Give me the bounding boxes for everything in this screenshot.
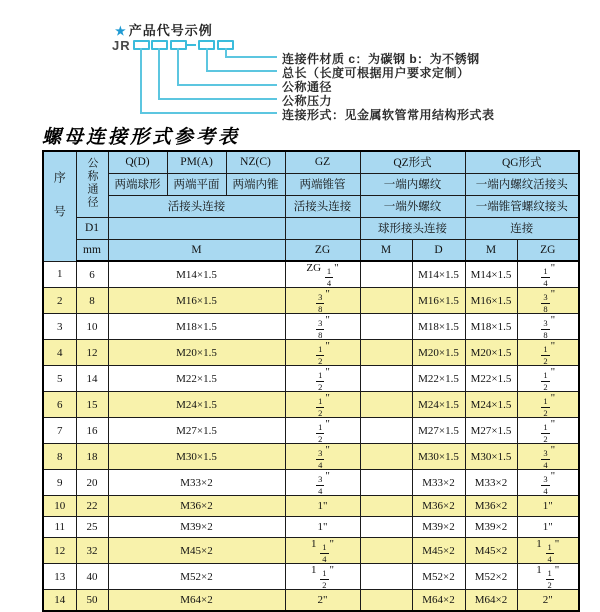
header-nz: NZ(C) (226, 151, 285, 173)
cell-qg-m: M39×2 (465, 517, 517, 538)
cell-mm: 50 (76, 590, 108, 611)
cell-qg-m: M36×2 (465, 496, 517, 517)
cell-seq: 12 (43, 538, 76, 564)
cell-qg-zg: $\frac{3}{8}$ " (517, 288, 579, 314)
cell-qg-m: M20×1.5 (465, 340, 517, 366)
empty-cell (108, 217, 285, 239)
header-qg-desc1: 一端内螺纹活接头 (465, 173, 579, 195)
diagram-title-text: 产品代号示例 (128, 23, 213, 38)
cell-zg: 1" (285, 517, 360, 538)
connector-line (225, 56, 277, 58)
cell-qz-d: M14×1.5 (412, 261, 465, 288)
label-nominal-pressure: 公称压力 (282, 94, 333, 108)
cell-qg-zg: $\frac{1}{2}$ " (517, 340, 579, 366)
header-qz-form: QZ形式 (360, 151, 465, 173)
cell-qz-m (360, 590, 412, 611)
star-icon: ★ (115, 24, 127, 38)
header-qz-desc2: 一端外螺纹 (360, 195, 465, 217)
cell-zg: 1" (285, 496, 360, 517)
cell-mm: 10 (76, 314, 108, 340)
cell-seq: 2 (43, 288, 76, 314)
connector-line (177, 48, 179, 86)
label-total-length: 总长（长度可根据用户要求定制） (282, 66, 470, 80)
header-pm-desc: 两端平面 (167, 173, 226, 195)
diagram-title (115, 20, 213, 39)
cell-qg-zg: $\frac{3}{8}$ " (517, 314, 579, 340)
table-row (43, 517, 579, 538)
table-row (43, 340, 579, 366)
cell-m-thread: M30×1.5 (108, 444, 285, 470)
cell-m-thread: M39×2 (108, 517, 285, 538)
cell-zg: 1 $\frac{1}{4}$ " (285, 538, 360, 564)
connector-line (158, 98, 277, 100)
header-d-qz: D (412, 239, 465, 261)
nut-connection-table (42, 150, 580, 612)
cell-m-thread: M64×2 (108, 590, 285, 611)
table-row (43, 288, 579, 314)
header-qz-desc1: 一端内螺纹 (360, 173, 465, 195)
cell-qz-d: M24×1.5 (412, 392, 465, 418)
table-body (43, 261, 579, 611)
cell-qz-d: M18×1.5 (412, 314, 465, 340)
cell-mm: 6 (76, 261, 108, 288)
header-m-main: M (108, 239, 285, 261)
header-gz-desc: 两端锥管 (285, 173, 360, 195)
table-row (43, 392, 579, 418)
connector-line (140, 48, 142, 114)
connector-line (177, 84, 277, 86)
cell-seq: 10 (43, 496, 76, 517)
cell-seq: 11 (43, 517, 76, 538)
cell-mm: 8 (76, 288, 108, 314)
cell-mm: 12 (76, 340, 108, 366)
table-row (43, 590, 579, 611)
header-qg-form: QG形式 (465, 151, 579, 173)
cell-zg: $\frac{1}{2}$ " (285, 392, 360, 418)
cell-seq: 3 (43, 314, 76, 340)
cell-qz-m (360, 366, 412, 392)
cell-qg-m: M16×1.5 (465, 288, 517, 314)
cell-qz-d: M30×1.5 (412, 444, 465, 470)
cell-zg: $\frac{1}{2}$ " (285, 366, 360, 392)
cell-qz-d: M33×2 (412, 470, 465, 496)
cell-m-thread: M16×1.5 (108, 288, 285, 314)
cell-qz-m (360, 496, 412, 517)
cell-qz-d: M64×2 (412, 590, 465, 611)
cell-qz-d: M16×1.5 (412, 288, 465, 314)
connector-line (206, 48, 208, 72)
cell-qg-zg: $\frac{3}{4}$ " (517, 470, 579, 496)
header-qg-desc2: 一端锥管螺纹接头 (465, 195, 579, 217)
cell-m-thread: M22×1.5 (108, 366, 285, 392)
header-zg-gz: ZG (285, 239, 360, 261)
cell-qg-zg: $\frac{3}{4}$ " (517, 444, 579, 470)
table-row (43, 496, 579, 517)
cell-seq: 8 (43, 444, 76, 470)
header-zg-qg: ZG (517, 239, 579, 261)
code-prefix: JR (112, 38, 131, 53)
cell-qz-m (360, 261, 412, 288)
cell-qz-m (360, 564, 412, 590)
cell-zg: ZG $\frac{1}{4}$ " (285, 261, 360, 288)
cell-mm: 40 (76, 564, 108, 590)
cell-qg-m: M45×2 (465, 538, 517, 564)
cell-qg-m: M52×2 (465, 564, 517, 590)
connector-line (206, 70, 277, 72)
cell-qz-m (360, 470, 412, 496)
header-d1: D1 (76, 217, 108, 239)
cell-zg: $\frac{3}{4}$ " (285, 444, 360, 470)
table-row (43, 261, 579, 288)
empty-cell (285, 217, 360, 239)
header-pm: PM(A) (167, 151, 226, 173)
cell-qz-d: M45×2 (412, 538, 465, 564)
cell-qz-m (360, 517, 412, 538)
cell-qz-m (360, 418, 412, 444)
cell-qg-m: M14×1.5 (465, 261, 517, 288)
cell-zg: 2" (285, 590, 360, 611)
code-dash (187, 44, 196, 46)
header-qz-connection: 球形接头连接 (360, 217, 465, 239)
header-q: Q(D) (108, 151, 167, 173)
table-row (43, 314, 579, 340)
cell-zg: $\frac{1}{2}$ " (285, 340, 360, 366)
table-row (43, 418, 579, 444)
cell-qz-d: M52×2 (412, 564, 465, 590)
cell-m-thread: M14×1.5 (108, 261, 285, 288)
cell-zg: $\frac{3}{4}$ " (285, 470, 360, 496)
cell-qz-m (360, 538, 412, 564)
table-row (43, 470, 579, 496)
cell-qz-m (360, 444, 412, 470)
cell-m-thread: M18×1.5 (108, 314, 285, 340)
cell-qz-d: M20×1.5 (412, 340, 465, 366)
cell-mm: 14 (76, 366, 108, 392)
cell-mm: 15 (76, 392, 108, 418)
cell-qz-m (360, 288, 412, 314)
header-qg-connection: 连接 (465, 217, 579, 239)
cell-seq: 4 (43, 340, 76, 366)
cell-qg-zg: $\frac{1}{2}$ " (517, 418, 579, 444)
connector-line (158, 48, 160, 100)
cell-zg: $\frac{1}{2}$ " (285, 418, 360, 444)
cell-qz-d: M39×2 (412, 517, 465, 538)
cell-qg-m: M22×1.5 (465, 366, 517, 392)
cell-seq: 7 (43, 418, 76, 444)
header-nz-desc: 两端内锥 (226, 173, 285, 195)
table-title: 螺母连接形式参考表 (42, 126, 241, 148)
cell-qz-m (360, 340, 412, 366)
table-row (43, 444, 579, 470)
cell-zg: $\frac{3}{8}$ " (285, 288, 360, 314)
cell-qg-m: M33×2 (465, 470, 517, 496)
table-row (43, 564, 579, 590)
cell-qz-d: M27×1.5 (412, 418, 465, 444)
cell-m-thread: M33×2 (108, 470, 285, 496)
table-header (43, 151, 579, 261)
cell-qg-zg: $\frac{1}{2}$ " (517, 392, 579, 418)
cell-qz-m (360, 314, 412, 340)
cell-m-thread: M24×1.5 (108, 392, 285, 418)
cell-qg-zg: 1" (517, 517, 579, 538)
header-mm: mm (76, 239, 108, 261)
cell-mm: 22 (76, 496, 108, 517)
cell-mm: 18 (76, 444, 108, 470)
cell-seq: 6 (43, 392, 76, 418)
table-row (43, 538, 579, 564)
cell-qg-m: M24×1.5 (465, 392, 517, 418)
cell-m-thread: M36×2 (108, 496, 285, 517)
cell-qg-zg: 1" (517, 496, 579, 517)
cell-m-thread: M27×1.5 (108, 418, 285, 444)
header-seq: 序号 (43, 151, 76, 261)
header-m-qg: M (465, 239, 517, 261)
cell-mm: 20 (76, 470, 108, 496)
cell-qg-m: M30×1.5 (465, 444, 517, 470)
cell-qg-zg: 1 $\frac{1}{2}$ " (517, 564, 579, 590)
connector-line (140, 112, 277, 114)
header-union-connection: 活接头连接 (108, 195, 285, 217)
cell-qg-m: M27×1.5 (465, 418, 517, 444)
cell-zg: $\frac{3}{8}$ " (285, 314, 360, 340)
header-m-qz: M (360, 239, 412, 261)
cell-seq: 14 (43, 590, 76, 611)
cell-m-thread: M20×1.5 (108, 340, 285, 366)
label-connection-form: 连接形式：见金属软管常用结构形式表 (282, 108, 495, 122)
cell-m-thread: M52×2 (108, 564, 285, 590)
cell-qg-zg: 1 $\frac{1}{4}$ " (517, 538, 579, 564)
cell-qg-m: M64×2 (465, 590, 517, 611)
cell-qg-m: M18×1.5 (465, 314, 517, 340)
table-row (43, 366, 579, 392)
label-nominal-diameter: 公称通径 (282, 80, 333, 94)
header-gz: GZ (285, 151, 360, 173)
cell-qz-d: M36×2 (412, 496, 465, 517)
cell-qg-zg: 2" (517, 590, 579, 611)
cell-mm: 32 (76, 538, 108, 564)
cell-mm: 25 (76, 517, 108, 538)
cell-qg-zg: $\frac{1}{2}$ " (517, 366, 579, 392)
cell-qz-m (360, 392, 412, 418)
cell-seq: 13 (43, 564, 76, 590)
cell-qg-zg: $\frac{1}{4}$ " (517, 261, 579, 288)
cell-qz-d: M22×1.5 (412, 366, 465, 392)
header-q-desc: 两端球形 (108, 173, 167, 195)
cell-m-thread: M45×2 (108, 538, 285, 564)
header-gz-connection: 活接头连接 (285, 195, 360, 217)
label-material: 连接件材质 c：为碳钢 b：为不锈钢 (282, 52, 480, 66)
cell-seq: 5 (43, 366, 76, 392)
cell-zg: 1 $\frac{1}{2}$ " (285, 564, 360, 590)
header-nominal-diameter: 公称通径 (76, 151, 108, 217)
cell-mm: 16 (76, 418, 108, 444)
cell-seq: 1 (43, 261, 76, 288)
cell-seq: 9 (43, 470, 76, 496)
